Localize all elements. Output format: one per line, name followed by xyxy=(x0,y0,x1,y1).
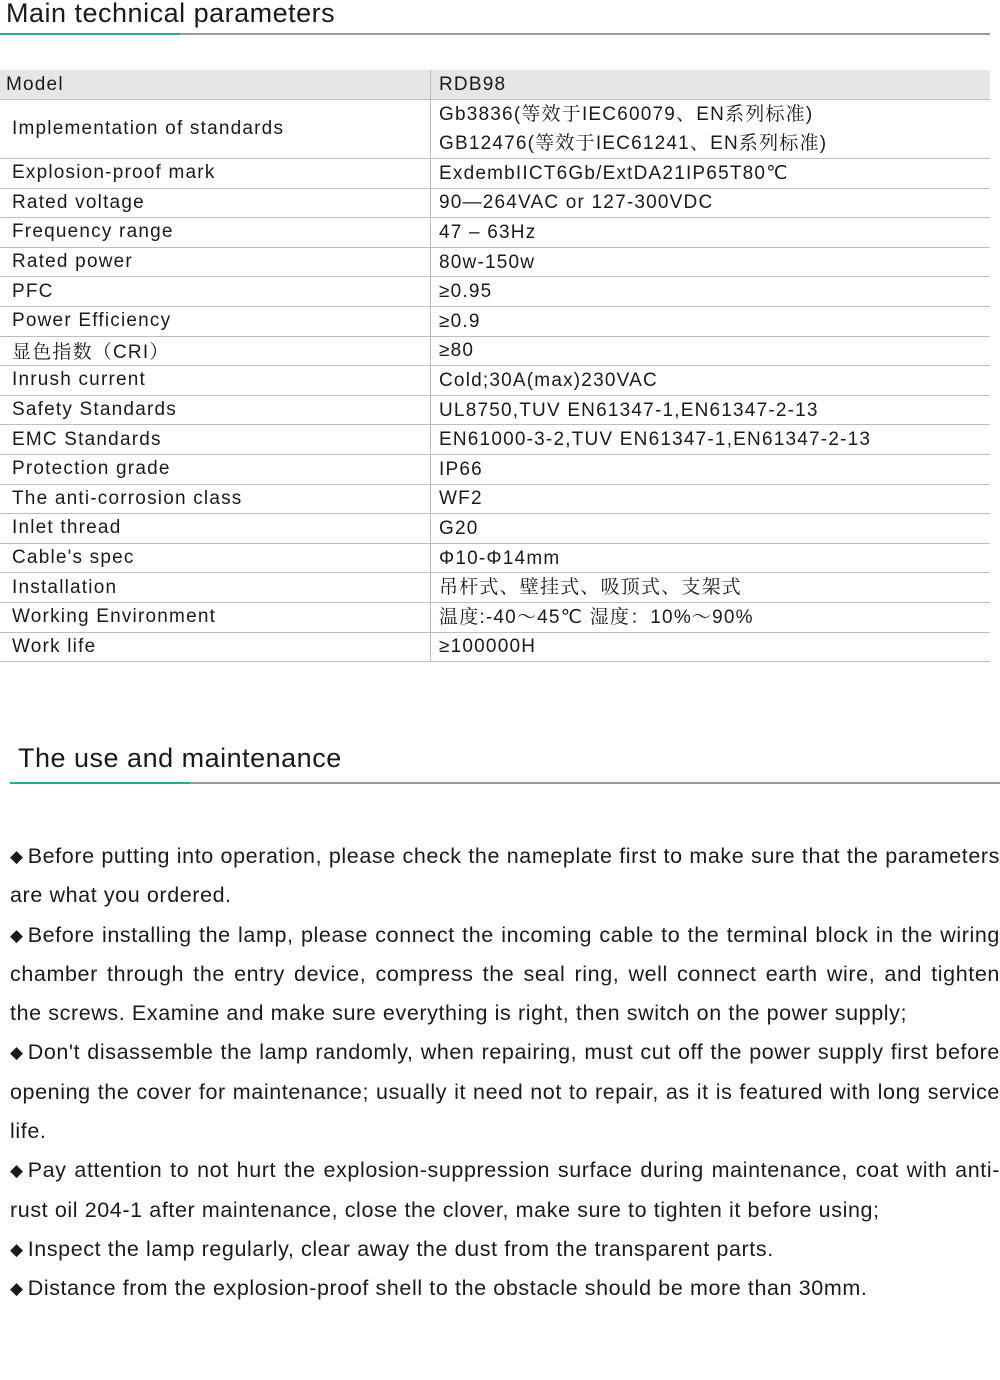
spec-label: Power Efficiency xyxy=(0,307,431,336)
spec-row xyxy=(0,603,990,633)
maintenance-item xyxy=(10,1230,1000,1269)
spec-label: PFC xyxy=(0,277,431,306)
spec-value-line: G20 xyxy=(439,517,479,539)
spec-row xyxy=(0,544,990,574)
spec-row xyxy=(0,218,990,248)
spec-row xyxy=(0,425,990,455)
spec-label: The anti-corrosion class xyxy=(0,485,431,514)
spec-value-line: WF2 xyxy=(439,488,483,510)
spec-row xyxy=(0,248,990,278)
section-accent-maintenance xyxy=(10,782,190,784)
spec-row xyxy=(0,514,990,544)
spec-value xyxy=(431,485,990,514)
spec-rows xyxy=(0,100,990,662)
spec-row xyxy=(0,573,990,603)
diamond-bullet-icon: ◆ xyxy=(10,1161,24,1181)
spec-value xyxy=(431,248,990,277)
spec-row xyxy=(0,100,990,159)
spec-value-line: 90—264VAC or 127-300VDC xyxy=(439,192,714,214)
maintenance-item-text: Before installing the lamp, please connect the incoming cable to the terminal block in the wiring chamber through the entry device, compress the seal ring, well connect earth wire, and tighten the screws. Examine and make sure everything is right, then switch on the power supply; xyxy=(10,922,1000,1026)
spec-value xyxy=(431,514,990,543)
spec-label: Work life xyxy=(0,633,431,662)
spec-label: 显色指数（CRI） xyxy=(0,337,431,366)
diamond-bullet-icon: ◆ xyxy=(10,925,24,945)
diamond-bullet-icon: ◆ xyxy=(10,1279,24,1299)
maintenance-item-text: Pay attention to not hurt the explosion-suppression surface during maintenance, coat with anti-rust oil 204-1 after maintenance, close the clover, make sure to tighten it before using; xyxy=(10,1158,1000,1222)
spec-row xyxy=(0,366,990,396)
spec-value xyxy=(431,633,990,662)
spec-value-line: UL8750,TUV EN61347-1,EN61347-2-13 xyxy=(439,399,819,421)
spec-label: Frequency range xyxy=(0,218,431,247)
maintenance-item xyxy=(10,1151,1000,1230)
spec-row xyxy=(0,396,990,426)
spec-value xyxy=(431,366,990,395)
spec-value-line: 吊杆式、壁挂式、吸顶式、支架式 xyxy=(439,577,743,599)
diamond-bullet-icon: ◆ xyxy=(10,847,24,866)
spec-row xyxy=(0,159,990,189)
spec-row xyxy=(0,307,990,337)
spec-label: Protection grade xyxy=(0,455,431,484)
spec-value xyxy=(431,100,990,158)
spec-row xyxy=(0,633,990,663)
spec-value-line: EN61000-3-2,TUV EN61347-1,EN61347-2-13 xyxy=(439,429,872,451)
spec-label: Rated power xyxy=(0,248,431,277)
spec-value xyxy=(431,307,990,336)
spec-label: Inrush current xyxy=(0,366,431,395)
spec-table-header xyxy=(0,70,990,100)
spec-value-line: 47 – 63Hz xyxy=(439,221,537,243)
spec-header-label: Model xyxy=(0,70,431,99)
spec-value xyxy=(431,218,990,247)
spec-value xyxy=(431,455,990,484)
maintenance-item-text: Don't disassemble the lamp randomly, when repairing, must cut off the power supply first before opening the cover for maintenance; usually it need not to repair, as it is featured with long service life. xyxy=(10,1040,1000,1144)
spec-table xyxy=(0,70,990,662)
spec-label: Working Environment xyxy=(0,603,431,632)
spec-value-line: GB12476(等效于IEC61241、EN系列标准) xyxy=(439,133,828,154)
spec-header-value-text: RDB98 xyxy=(439,74,507,95)
spec-value-line: ExdembIICT6Gb/ExtDA21IP65T80℃ xyxy=(439,162,789,184)
spec-value-line: ≥100000H xyxy=(439,636,537,658)
spec-value-line: Φ10-Φ14mm xyxy=(439,547,561,569)
spec-label: Installation xyxy=(0,573,431,602)
spec-value-line: IP66 xyxy=(439,458,483,480)
spec-value-line: ≥80 xyxy=(439,340,475,362)
maintenance-item xyxy=(10,1269,1000,1308)
maintenance-item xyxy=(10,837,1000,916)
spec-value xyxy=(431,573,990,602)
spec-value xyxy=(431,544,990,573)
maintenance-item-text: Before putting into operation, please check the nameplate first to make sure that the parameters are what you ordered. xyxy=(10,844,1000,908)
spec-value-line: 80w-150w xyxy=(439,251,536,273)
spec-value xyxy=(431,277,990,306)
spec-value-line: Cold;30A(max)230VAC xyxy=(439,369,658,391)
spec-label: Cable's spec xyxy=(0,544,431,573)
spec-value xyxy=(431,337,990,366)
spec-value xyxy=(431,159,990,188)
spec-row xyxy=(0,455,990,485)
spec-value-line: 温度:-40～45℃ 湿度：10%～90% xyxy=(439,606,754,628)
spec-row xyxy=(0,277,990,307)
spec-row xyxy=(0,337,990,367)
spec-value-line: ≥0.9 xyxy=(439,310,481,332)
maintenance-list xyxy=(10,837,1000,1309)
maintenance-item-text: Inspect the lamp regularly, clear away the dust from the transparent parts. xyxy=(27,1236,774,1261)
spec-header-value xyxy=(431,70,990,99)
spec-label: EMC Standards xyxy=(0,425,431,454)
spec-row xyxy=(0,485,990,515)
spec-value xyxy=(431,189,990,218)
spec-value-line: Gb3836(等效于IEC60079、EN系列标准) xyxy=(439,104,814,125)
spec-value xyxy=(431,425,990,454)
maintenance-item-text: Distance from the explosion-proof shell to the obstacle should be more than 30mm. xyxy=(27,1276,868,1301)
section-accent-parameters xyxy=(0,33,180,35)
spec-label: Explosion-proof mark xyxy=(0,159,431,188)
maintenance-item xyxy=(10,1033,1000,1151)
spec-value xyxy=(431,396,990,425)
spec-row xyxy=(0,189,990,219)
section-title-parameters: Main technical parameters xyxy=(6,0,336,28)
spec-value xyxy=(431,603,990,632)
spec-label: Implementation of standards xyxy=(0,100,431,158)
spec-value-line: ≥0.95 xyxy=(439,281,493,303)
spec-label: Safety Standards xyxy=(0,396,431,425)
diamond-bullet-icon: ◆ xyxy=(10,1239,24,1259)
section-title-maintenance: The use and maintenance xyxy=(18,743,342,773)
spec-label: Inlet thread xyxy=(0,514,431,543)
diamond-bullet-icon: ◆ xyxy=(10,1043,24,1063)
maintenance-item xyxy=(10,916,1000,1034)
spec-label: Rated voltage xyxy=(0,189,431,218)
